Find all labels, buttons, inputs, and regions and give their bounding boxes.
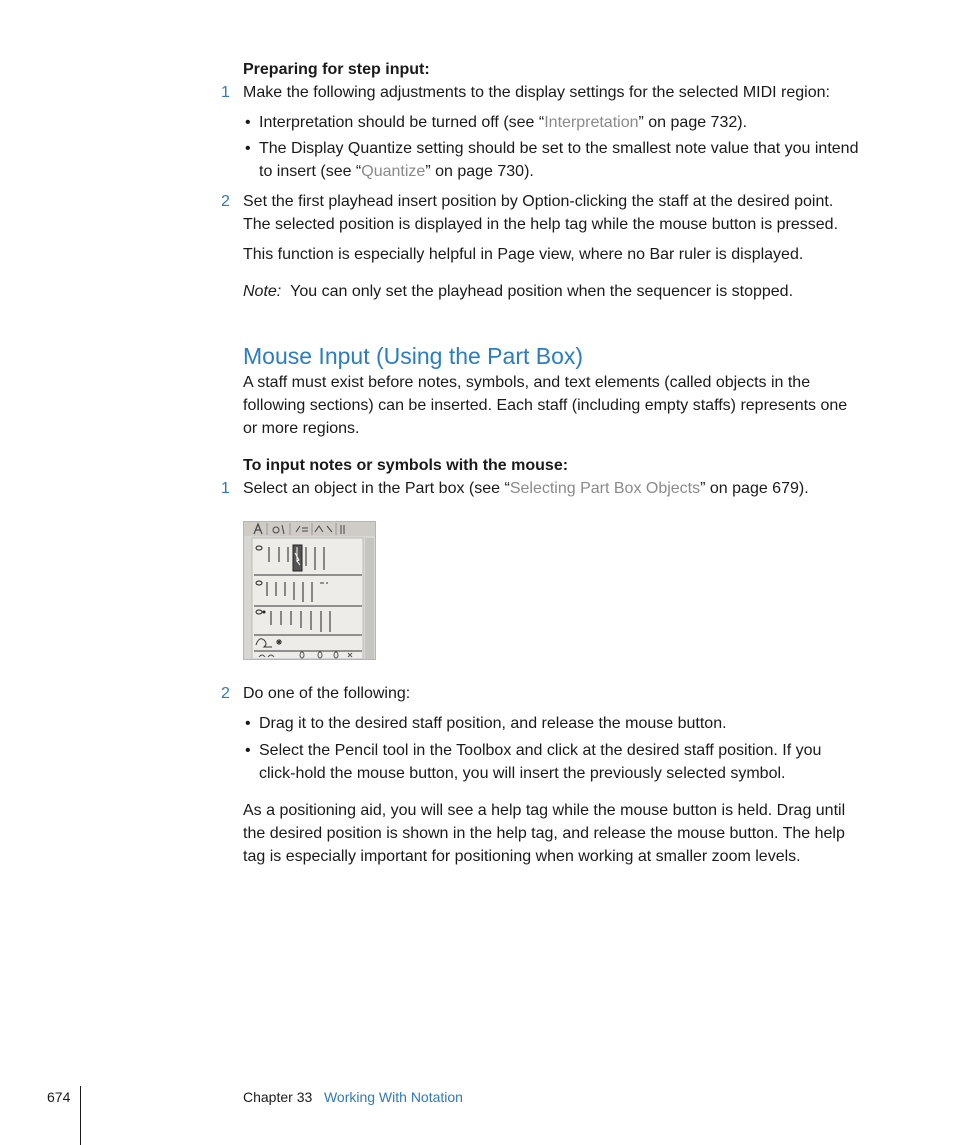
section-heading: Mouse Input (Using the Part Box) <box>243 343 584 369</box>
bullet-text: The Display Quantize setting should be set to the smallest note value that you intend <box>259 140 859 157</box>
subheading-howto: To input notes or symbols with the mouse: <box>243 457 569 474</box>
step-text: The selected position is displayed in the help tag while the mouse button is pressed. <box>243 216 839 233</box>
part-box-screenshot <box>243 521 376 660</box>
bullet-text-pre: to insert (see “ <box>259 163 362 180</box>
paragraph: A staff must exist before notes, symbols, and text elements (called objects in the <box>243 374 811 391</box>
bullet: • <box>245 715 251 732</box>
step-text-post: ” on page 679). <box>700 480 809 497</box>
paragraph: tag is especially important for positioning when working at smaller zoom levels. <box>243 848 801 865</box>
part-box-illustration <box>244 522 375 659</box>
bullet: • <box>245 742 251 759</box>
step-text: Set the first playhead insert position by Option-clicking the staff at the desired point. <box>243 193 834 210</box>
note-text: You can only set the playhead position when the sequencer is stopped. <box>290 283 794 300</box>
step-number: 1 <box>221 480 230 497</box>
step-text <box>243 477 809 500</box>
paragraph: As a positioning aid, you will see a help tag while the mouse button is held. Drag until <box>243 802 846 819</box>
paragraph: This function is especially helpful in Page view, where no Bar ruler is displayed. <box>243 246 804 263</box>
page-number: 674 <box>47 1089 71 1105</box>
link-selecting-part-box-objects[interactable]: Selecting Part Box Objects <box>509 480 701 497</box>
footer-divider <box>80 1086 81 1145</box>
bullet-text: click-hold the mouse button, you will insert the previously selected symbol. <box>259 765 786 782</box>
subheading-preparing: Preparing for step input: <box>243 61 430 78</box>
dot <box>263 611 265 613</box>
bullet-text-pre: Interpretation should be turned off (see “ <box>259 114 545 131</box>
note-label: Note: <box>243 283 282 300</box>
bullet-text-post: ” on page 730). <box>425 163 534 180</box>
note <box>243 280 793 303</box>
paragraph: or more regions. <box>243 420 360 437</box>
part-box-toolbar <box>244 522 375 536</box>
paragraph: following sections) can be inserted. Each staff (including empty staffs) represents one <box>243 397 848 414</box>
bullet-text <box>259 160 534 183</box>
link-quantize[interactable]: Quantize <box>361 163 426 180</box>
bullet-text <box>259 111 747 134</box>
bullet-text: Drag it to the desired staff position, and release the mouse button. <box>259 715 727 732</box>
step-number: 2 <box>221 685 230 702</box>
bullet-text: Select the Pencil tool in the Toolbox and click at the desired staff position. If you <box>259 742 822 759</box>
step-number: 1 <box>221 84 230 101</box>
chapter-label: Chapter 33 <box>243 1089 313 1105</box>
bullet-text-post: ” on page 732). <box>638 114 748 131</box>
link-interpretation[interactable]: Interpretation <box>544 114 639 131</box>
footer-chapter <box>243 1088 463 1106</box>
step-text: Do one of the following: <box>243 685 411 702</box>
paragraph: the desired position is shown in the help tag, and release the mouse button. The help <box>243 825 845 842</box>
part-box-scrollbar[interactable] <box>365 538 374 659</box>
bullet: • <box>245 114 251 131</box>
chapter-title-link[interactable]: Working With Notation <box>323 1089 463 1105</box>
step-text-pre: Select an object in the Part box (see “ <box>243 480 510 497</box>
bullet: • <box>245 140 251 157</box>
step-number: 2 <box>221 193 230 210</box>
step-text: Make the following adjustments to the display settings for the selected MIDI region: <box>243 84 830 101</box>
